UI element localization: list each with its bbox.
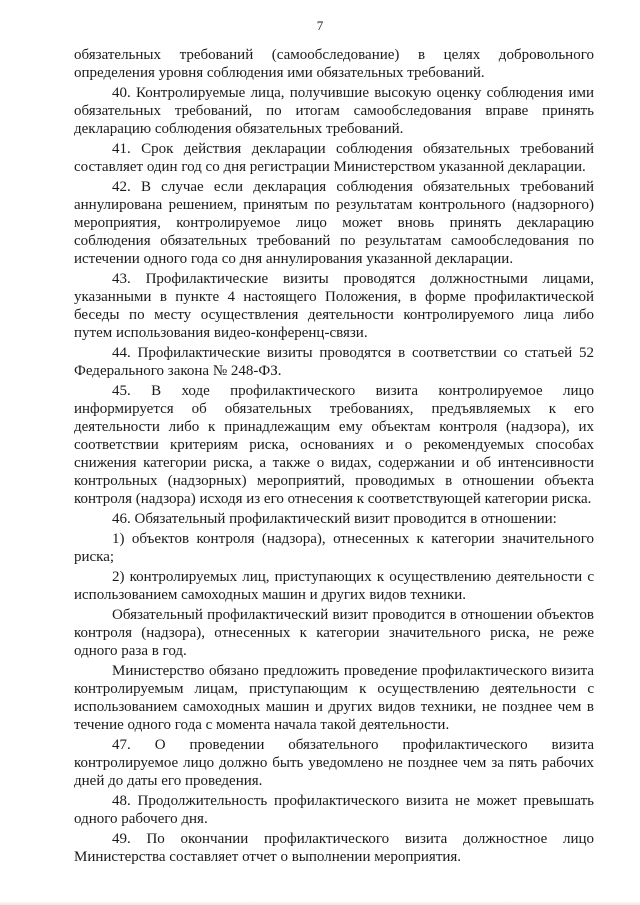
scan-edge bbox=[0, 901, 640, 905]
paragraph-42: 42. В случае если декларация соблюдения обязательных требований аннулирована решением, принятым по результатам контрольного (надзорного) мероприятия, контролируемое лицо может вновь принять декларацию соблюдения обязательных требований по результатам самообследования по истечении одного года со дня аннулирования указанной декларации. bbox=[74, 179, 594, 267]
paragraph-43: 43. Профилактические визиты проводятся должностными лицами, указанными в пункте 4 настоящего Положения, в форме профилактической беседы по месту осуществления деятельности контролируемого лица либо путем использования видео-конференц-связи. bbox=[74, 271, 594, 341]
paragraph-44: 44. Профилактические визиты проводятся в соответствии со статьей 52 Федерального закона № 248-ФЗ. bbox=[74, 345, 594, 379]
paragraph-49: 49. По окончании профилактического визита должностное лицо Министерства составляет отчет о выполнении мероприятия. bbox=[74, 831, 594, 865]
paragraph-46-ministry-obligation: Министерство обязано предложить проведение профилактического визита контролируемым лицам, приступающим к осуществлению деятельности с использованием самоходных машин и других видов техники, не позднее чем в течение одного года с момента начала такой деятельности. bbox=[74, 663, 594, 733]
paragraph-46: 46. Обязательный профилактический визит проводится в отношении: bbox=[112, 511, 557, 527]
paragraph-continuation: обязательных требований (самообследование) в целях добровольного определения уровня соблюдения ими обязательных требований. bbox=[74, 47, 594, 81]
paragraph-48: 48. Продолжительность профилактического визита не может превышать одного рабочего дня. bbox=[74, 793, 594, 827]
paragraph-46-item-2: 2) контролируемых лиц, приступающих к осуществлению деятельности с использованием самоходных машин и других видов техники. bbox=[74, 569, 594, 603]
paragraph-47: 47. О проведении обязательного профилактического визита контролируемое лицо должно быть уведомлено не позднее чем за пять рабочих дней до даты его проведения. bbox=[74, 737, 594, 789]
paragraph-40: 40. Контролируемые лица, получившие высокую оценку соблюдения ими обязательных требований, по итогам самообследования вправе принять декларацию соблюдения обязательных требований. bbox=[74, 85, 594, 137]
paragraph-45: 45. В ходе профилактического визита контролируемое лицо информируется об обязательных требованиях, предъявляемых к его деятельности либо к принадлежащим ему объектам контроля (надзора), их соответствии критериям риска, основаниях и о рекомендуемых способах снижения категории риска, а также о видах, содержании и об интенсивности контрольных (надзорных) мероприятий, проводимых в отношении объекта контроля (надзора) исходя из его отнесения к соответствующей категории риска. bbox=[74, 383, 594, 507]
page-number: 7 bbox=[316, 18, 324, 33]
paragraph-46-item-1: 1) объектов контроля (надзора), отнесенных к категории значительного риска; bbox=[74, 531, 594, 565]
paragraph-46-annual-visit: Обязательный профилактический визит проводится в отношении объектов контроля (надзора), отнесенных к категории значительного риска, не реже одного раза в год. bbox=[74, 607, 594, 659]
paragraph-41: 41. Срок действия декларации соблюдения обязательных требований составляет один год со дня регистрации Министерством указанной декларации. bbox=[74, 141, 594, 175]
document-body bbox=[74, 46, 594, 868]
